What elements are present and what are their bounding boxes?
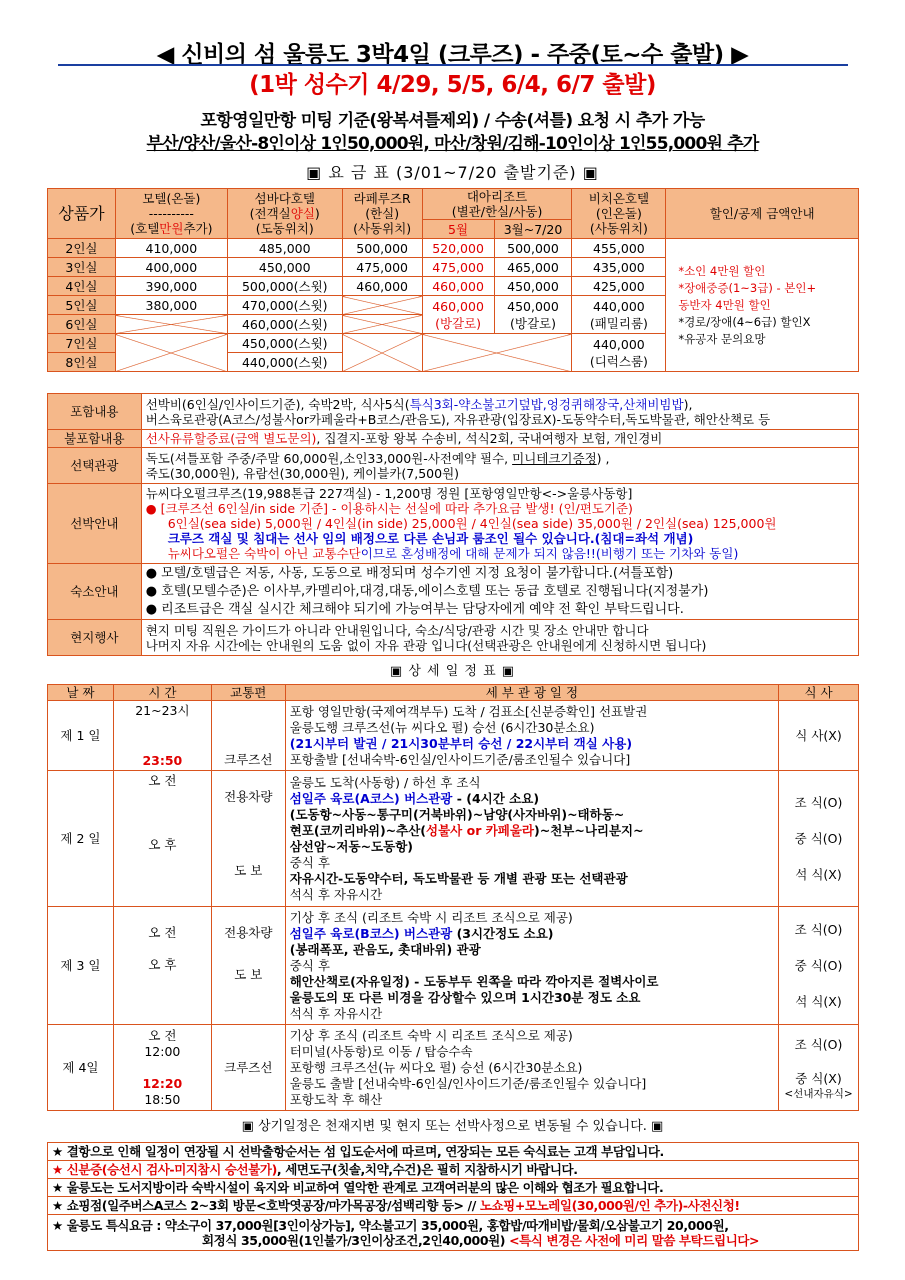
info-value — [141, 448, 858, 484]
unavailable-cell — [422, 334, 572, 372]
detail-highlight: 섬일주 육로(B코스) 버스관광 — [289, 925, 453, 941]
header-time: 시 간 — [113, 685, 211, 701]
detail-cell — [285, 771, 778, 907]
price-section-title: ▣ 요 금 표 (3/01~7/20 출발기준) ▣ — [306, 163, 599, 182]
note-highlight: 노쇼핑+모노레일(30,000원/인 추가)-사전신청! — [479, 1198, 740, 1213]
header-bichi-l3: (사동위치) — [589, 221, 648, 236]
detail-line: 포항행 크루즈선(뉴 씨다오 펄) 승선 (6시간30분소요) — [289, 1059, 583, 1075]
header-meal: 식 사 — [779, 685, 859, 701]
info-line: ● 호텔(모텔수준)은 이사부,카멜리아,대경,대동,에이스호텔 또는 동급 호텔로 진행됩니다(지정불가) — [145, 583, 709, 599]
info-row-include — [48, 394, 859, 430]
price-cell: 440,000(스윗) — [227, 353, 342, 372]
header-lapero — [342, 189, 422, 239]
detail-line: 울릉도의 또 다른 비경을 감상할수 있으며 1시간30분 정도 소요 — [289, 989, 641, 1005]
meal-text: 석 식(X) — [795, 993, 842, 1009]
discount-info — [666, 239, 859, 372]
discount-line: *장애중증(1~3급) - 본인+ — [678, 280, 817, 295]
price-cell: 520,000 — [422, 239, 494, 258]
meal-cell — [779, 1025, 859, 1111]
price-cell: 500,000(스윗) — [227, 277, 342, 296]
info-text: 선박비(6인실/인사이드기준), 숙박2박, 식사5식( — [145, 396, 410, 412]
header-motel-l3: (호텔만원추가) — [130, 221, 213, 236]
room-label: 4인실 — [48, 277, 116, 296]
page-title: ◀ 신비의 섬 울릉도 3박4일 (크루즈) - 주중(토~수 출발) ▶ — [156, 42, 749, 68]
table-row — [48, 239, 859, 258]
schedule-table — [47, 684, 859, 1111]
price-note: (패밀리룸) — [589, 315, 648, 331]
time-cell — [113, 701, 211, 771]
info-key: 선택관광 — [48, 448, 142, 484]
header-motel — [115, 189, 227, 239]
time-text: 18:50 — [144, 1091, 181, 1107]
schedule-section-title: ▣ 상 세 일 정 표 ▣ — [389, 664, 516, 679]
note-text: ★ 쇼핑점(일주버스A코스 2~3회 방문<호박엿공장/마가목공장/섬백리향 등> // — [52, 1198, 480, 1213]
meeting-note: 포항영일만항 미팅 기준(왕복셔틀제외) / 수송(셔틀) 요청 시 추가 가능 — [200, 111, 705, 131]
price-cell: 390,000 — [115, 277, 227, 296]
discount-line: *유공자 문의요망 — [678, 331, 766, 346]
discount-line: *경로/장애(4~6급) 할인X — [678, 314, 811, 329]
header-bichi-l2: (인온돌) — [595, 206, 642, 221]
detail-line — [290, 823, 778, 839]
detail-line: 포항도착 후 해산 — [289, 1091, 383, 1107]
header-daea-l2: (별관/한실/사동) — [451, 204, 543, 219]
info-line: ● [크루즈선 6인실/in side 기준] - 이용하시는 선실에 따라 추가요금 발생! (인/편도기준) — [145, 501, 633, 516]
info-text: ) , — [596, 450, 610, 466]
price-cell: 460,000 — [342, 277, 422, 296]
note-text: , 세면도구(칫솔,치약,수건)은 필히 지참하시기 바랍니다. — [276, 1162, 578, 1177]
info-key: 불포함내용 — [48, 430, 142, 448]
price-cell: 460,000(스윗) — [227, 315, 342, 334]
price-cell: 450,000 — [227, 258, 342, 277]
detail-line: 석식 후 자유시간 — [289, 886, 383, 902]
detail-cell — [285, 1025, 778, 1111]
info-row-local — [48, 620, 859, 656]
unavailable-cell — [115, 315, 227, 334]
header-daea-other: 3월~7/20 — [494, 220, 572, 239]
shuttle-fee-text: 부산/양산/울산-8인이상 1인50,000원, 마산/창원/김해-10인이상 1인55,000원 추가 — [146, 134, 759, 154]
header-seombada — [227, 189, 342, 239]
header-daea-may: 5월 — [422, 220, 494, 239]
price-cell: 400,000 — [115, 258, 227, 277]
info-key: 현지행사 — [48, 620, 142, 656]
info-line — [146, 546, 854, 561]
time-text: 21~23시 — [135, 703, 190, 718]
price-cell: 500,000 — [494, 239, 572, 258]
header-seombada-l1: 섬바다호텔 — [254, 191, 315, 206]
info-line: ● 모텔/호텔급은 저동, 사동, 도동으로 배정되며 성수기엔 지정 요청이 불가합니다.(셔틀포함) — [145, 565, 674, 581]
time-cell — [113, 1025, 211, 1111]
header-day: 날 짜 — [48, 685, 114, 701]
price-cell: 475,000 — [422, 258, 494, 277]
header-daea-l1: 대아리조트 — [466, 189, 528, 204]
unavailable-cell — [342, 315, 422, 334]
day-1-row — [48, 701, 859, 771]
header-daea — [422, 189, 572, 220]
detail-line: 중식 후 — [289, 854, 330, 870]
detail-text: (3시간정도 소요) — [452, 925, 554, 941]
time-cell — [113, 907, 211, 1025]
note-text: 회정식 35,000원(1인불가/3인이상조건,2인40,000원) — [202, 1232, 510, 1248]
info-text: , 집결지-포항 왕복 수송비, 석식2회, 국내여행자 보험, 개인경비 — [316, 431, 663, 446]
price-cell: 485,000 — [227, 239, 342, 258]
price-note: (디럭스룸) — [589, 353, 648, 369]
price-cell: 470,000(스윗) — [227, 296, 342, 315]
info-line: 크루즈 객실 및 침대는 선사 임의 배정으로 다른 손님과 룸조인 될수 있습니다.(침대=좌석 개념) — [167, 531, 694, 546]
price-cell: 410,000 — [115, 239, 227, 258]
detail-line: 터미널(사동항)로 이동 / 탑승수속 — [289, 1043, 473, 1059]
detail-highlight: 섬일주 육로(A코스) 버스관광 — [289, 790, 453, 806]
info-highlight: 뉴씨다오펄은 숙박이 아닌 교통수단 — [167, 546, 361, 561]
detail-text: - (4시간 소요) — [452, 790, 540, 806]
price-cell — [494, 296, 572, 334]
price-cell — [572, 334, 666, 372]
detail-line — [290, 791, 778, 807]
note-row — [48, 1215, 859, 1251]
price-cell: 460,000 — [422, 277, 494, 296]
header-discount: 할인/공제 금액안내 — [666, 189, 859, 239]
price-cell — [422, 296, 494, 334]
day-label: 제 1 일 — [48, 701, 114, 771]
info-text: ), — [683, 396, 693, 412]
detail-line: 자유시간-도동약수터, 독도박물관 등 개별 관광 또는 선택관광 — [289, 870, 628, 886]
unavailable-cell — [115, 334, 227, 372]
day-4-row — [48, 1025, 859, 1111]
meal-text: 중 식(O) — [794, 830, 843, 846]
room-label: 3인실 — [48, 258, 116, 277]
page-subtitle: (1박 성수기 4/29, 5/5, 6/4, 6/7 출발) — [249, 72, 656, 98]
price-cell: 500,000 — [342, 239, 422, 258]
header-bichi — [572, 189, 666, 239]
meal-cell — [779, 907, 859, 1025]
price-value: 440,000 — [593, 298, 645, 314]
detail-line: 울릉도 도착(사동항) / 하선 후 조식 — [289, 774, 481, 790]
detail-line: (봉래폭포, 관음도, 촛대바위) 관광 — [289, 941, 481, 957]
detail-line: 석식 후 자유시간 — [289, 1005, 383, 1021]
day-3-row — [48, 907, 859, 1025]
meal-text: 조 식(O) — [794, 794, 843, 810]
room-label: 2인실 — [48, 239, 116, 258]
header-motel-red: 만원 — [159, 221, 184, 236]
detail-line: 포항출발 [선내숙박-6인실/인사이드기준/룸조인될수 있습니다] — [289, 751, 631, 767]
info-key: 선박안내 — [48, 484, 142, 564]
detail-cell — [285, 907, 778, 1025]
meal-text: <선내자유식> — [784, 1087, 853, 1100]
transport-text: 도 보 — [234, 863, 263, 878]
transport-cell — [211, 907, 285, 1025]
info-highlight: 선사유류할증료(금액 별도문의) — [145, 431, 317, 446]
note-row: ★ 결항으로 인해 일정이 연장될 시 선박출항순서는 섬 입도순서에 따르며, 연장되는 모든 숙식료는 고객 부담입니다. — [48, 1143, 859, 1161]
info-line: 6인실(sea side) 5,000원 / 4인실(in side) 25,000원 / 4인실(sea side) 35,000원 / 2인실(sea) 125,000원 — [167, 516, 777, 531]
room-label: 8인실 — [48, 353, 116, 372]
info-line: 현지 미팅 직원은 가이드가 아니라 안내원입니다, 숙소/식당/관광 시간 및 장소 안내만 합니다 — [145, 622, 649, 638]
detail-cell — [285, 701, 778, 771]
info-text: 이므로 혼성배정에 대해 문제가 되지 않음!!(비행기 또는 기차와 동일) — [360, 546, 739, 561]
header-product: 상품가 — [48, 189, 116, 239]
header-bichi-l1: 비치온호텔 — [588, 191, 650, 206]
info-row-ship — [48, 484, 859, 564]
info-line: 뉴씨다오펄크루즈(19,988톤급 227객실) - 1,200명 정원 [포항영일만항<->울릉사동항] — [145, 486, 633, 501]
info-row-optional — [48, 448, 859, 484]
header-seombada-l3: (도동위치) — [255, 221, 314, 236]
price-note: (방갈로) — [510, 315, 556, 331]
time-text: 12:20 — [142, 1075, 183, 1091]
header-lapero-l1: 라페루즈R — [353, 191, 411, 206]
price-cell: 475,000 — [342, 258, 422, 277]
note-highlight: ★ 신분증(승선시 검사-미지참시 승선불가) — [52, 1162, 277, 1177]
time-text: 23:50 — [142, 753, 183, 768]
shuttle-fee-note — [40, 129, 865, 154]
time-text: 오 전 — [148, 925, 177, 940]
info-highlight: 미니테크기증정 — [512, 450, 597, 466]
detail-text: )~천부~나리분지~ — [534, 822, 644, 838]
detail-line: (21시부터 발권 / 21시30분부터 승선 / 22시부터 객실 사용) — [289, 735, 633, 751]
info-line — [146, 397, 854, 412]
price-value: 450,000 — [507, 298, 559, 314]
discount-line: *소인 4만원 할인 — [678, 263, 766, 278]
info-line: 버스육로관광(A코스/성불사or카페울라+B코스/관음도), 자유관광(입장료X)-도동약수터,독도박물관, 해안산책로 등 — [145, 411, 771, 427]
detail-line: 울릉도행 크루즈선(뉴 씨다오 펄) 승선 (6시간30분소요) — [289, 719, 595, 735]
info-text: 독도(셔틀포함 주중/주말 60,000원,소인33,000원-사전예약 필수, — [145, 450, 513, 466]
note-line — [52, 1233, 854, 1248]
meal-text: 조 식(O) — [794, 921, 843, 937]
info-line: ● 리조트급은 객실 실시간 체크해야 되기에 가능여부는 담당자에게 예약 전 확인 부탁드립니다. — [145, 601, 684, 617]
unavailable-cell — [342, 334, 422, 372]
transport-cell: 크루즈선 — [211, 1025, 285, 1111]
detail-line: 중식 후 — [289, 957, 330, 973]
day-label: 제 4일 — [48, 1025, 114, 1111]
price-note: (방갈로) — [435, 315, 482, 331]
note-row: ★ 울릉도는 도서지방이라 숙박시설이 육지와 비교하여 열악한 관계로 고객여러분의 많은 이해와 협조가 필요합니다. — [48, 1179, 859, 1197]
time-text: 오 후 — [148, 957, 177, 972]
price-value: 460,000 — [432, 298, 484, 314]
price-table — [47, 188, 859, 372]
transport-cell — [211, 771, 285, 907]
time-cell — [113, 771, 211, 907]
info-row-exclude — [48, 430, 859, 448]
detail-line: 기상 후 조식 (리조트 숙박 시 리조트 조식으로 제공) — [289, 909, 573, 925]
transport-text: 전용차량 — [224, 789, 273, 804]
day-label: 제 3 일 — [48, 907, 114, 1025]
detail-line: (도동항~사동~통구미(거북바위)~남양(사자바위)~태하동~ — [289, 806, 625, 822]
info-value — [141, 430, 858, 448]
price-cell: 425,000 — [572, 277, 666, 296]
header-seombada-l2: (전객실양실) — [249, 206, 320, 221]
meal-text: 중 식(O) — [794, 957, 843, 973]
header-transport: 교통편 — [211, 685, 285, 701]
detail-line: 삼선암~저동~도동항) — [289, 838, 413, 854]
price-cell: 380,000 — [115, 296, 227, 315]
detail-line: 해안산책로(자유일정) - 도동부두 왼쪽을 따라 깍아지른 절벽사이로 — [289, 973, 659, 989]
day-label: 제 2 일 — [48, 771, 114, 907]
info-value — [141, 484, 858, 564]
info-line: 죽도(30,000원), 유람선(30,000원), 케이블카(7,500원) — [145, 465, 460, 481]
note-row — [48, 1197, 859, 1215]
info-key: 숙소안내 — [48, 564, 142, 620]
note-highlight: <특식 변경은 사전에 미리 말씀 부탁드립니다> — [509, 1232, 760, 1248]
time-text: 오 전 — [148, 1027, 177, 1043]
info-row-lodging — [48, 564, 859, 620]
info-value — [141, 564, 858, 620]
detail-line: 울릉도 출발 [선내숙박-6인실/인사이드기준/룸조인될수 있습니다] — [289, 1075, 647, 1091]
note-line: ★ 울릉도 특식요금 : 약소구이 37,000원[3인이상가능], 약소불고기 35,000원, 홍합밥/따개비밥/물회/오삼불고기 20,000원, — [52, 1217, 729, 1233]
day-2-row — [48, 771, 859, 907]
discount-line: 동반자 4만원 할인 — [678, 297, 771, 312]
meal-text: 중 식(X) — [795, 1070, 842, 1086]
time-text: 오 후 — [148, 837, 177, 852]
price-cell: 450,000 — [494, 277, 572, 296]
meal-cell: 식 사(X) — [779, 701, 859, 771]
meal-cell — [779, 771, 859, 907]
meal-text: 석 식(X) — [795, 866, 842, 882]
price-cell: 450,000(스윗) — [227, 334, 342, 353]
info-line — [146, 451, 854, 466]
transport-cell: 크루즈선 — [211, 701, 285, 771]
price-cell — [572, 296, 666, 334]
header-lapero-l3: (사동위치) — [353, 221, 412, 236]
unavailable-cell — [342, 296, 422, 315]
price-value: 440,000 — [593, 336, 645, 352]
info-key: 포함내용 — [48, 394, 142, 430]
notes-table — [47, 1142, 859, 1251]
meal-text: 조 식(O) — [794, 1036, 843, 1052]
price-cell: 435,000 — [572, 258, 666, 277]
detail-highlight: 성불사 or 카페울라 — [426, 822, 535, 838]
info-value — [141, 394, 858, 430]
detail-text: 현포(코끼리바위)~추산( — [289, 822, 427, 838]
time-text: 오 전 — [148, 773, 177, 788]
header-lapero-l2: (한실) — [365, 206, 400, 221]
room-label: 6인실 — [48, 315, 116, 334]
price-cell: 455,000 — [572, 239, 666, 258]
note-row — [48, 1161, 859, 1179]
detail-line: 포항 영일만항(국제여객부두) 도착 / 검표소[신분증확인] 선표발권 — [289, 703, 648, 719]
transport-text: 도 보 — [234, 967, 263, 982]
transport-text: 전용차량 — [224, 925, 273, 940]
info-table — [47, 393, 859, 656]
info-highlight: 특식3회-약소불고기덮밥,엉겅퀴해장국,산채비빔밥 — [409, 396, 684, 412]
info-line: 나머지 자유 시간에는 안내원의 도움 없이 자유 관광 입니다(선택관광은 안내원에게 신청하시면 됩니다) — [145, 637, 707, 653]
header-motel-l2: ---------- — [148, 206, 194, 221]
room-label: 5인실 — [48, 296, 116, 315]
detail-line: 기상 후 조식 (리조트 숙박 시 리조트 조식으로 제공) — [289, 1027, 573, 1043]
room-label: 7인실 — [48, 334, 116, 353]
time-text: 12:00 — [144, 1043, 181, 1059]
header-detail: 세 부 관 광 일 정 — [285, 685, 778, 701]
info-value — [141, 620, 858, 656]
price-cell: 465,000 — [494, 258, 572, 277]
change-notice: ▣ 상기일정은 천재지변 및 현지 또는 선박사정으로 변동될 수 있습니다. ▣ — [241, 1119, 664, 1134]
detail-line — [290, 926, 778, 942]
header-motel-l1: 모텔(온돌) — [142, 191, 201, 206]
